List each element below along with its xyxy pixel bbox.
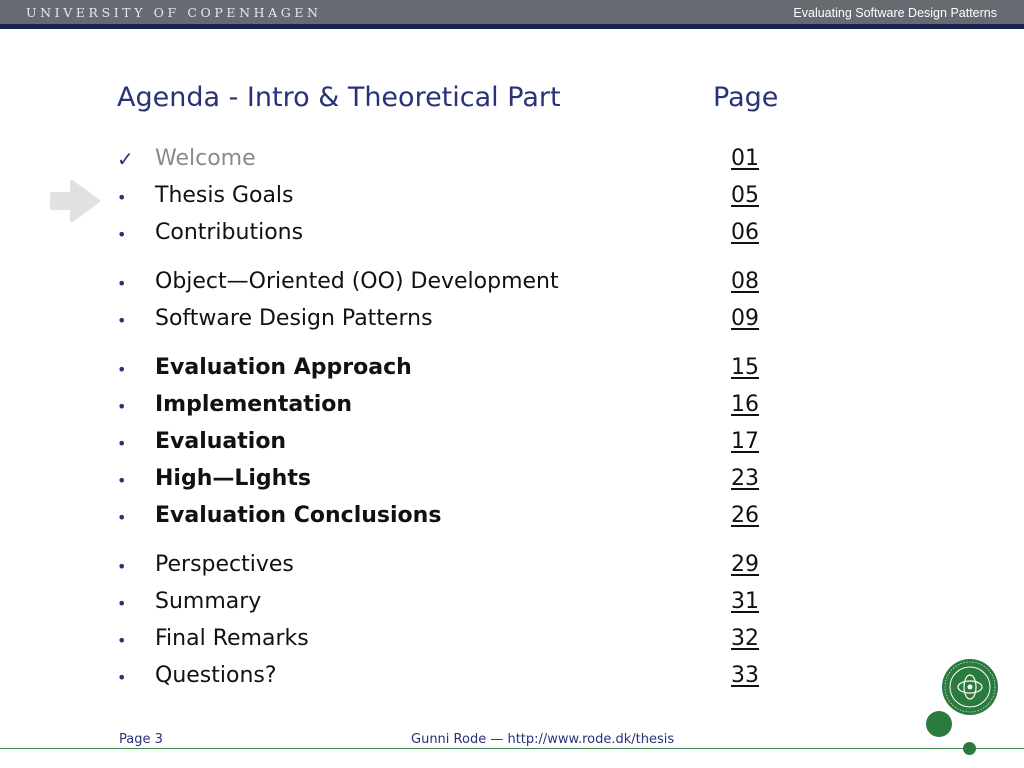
university-seal-logo [941, 658, 999, 716]
agenda-item-label: Questions? [155, 663, 277, 688]
slide-title: Agenda - Intro & Theoretical Part [117, 82, 561, 113]
agenda-item [0, 503, 800, 533]
agenda-item-label: Perspectives [155, 552, 294, 577]
check-icon: ✓ [117, 147, 134, 171]
page-link[interactable]: 09 [731, 306, 759, 331]
agenda-item [0, 626, 800, 656]
agenda-item [0, 663, 800, 693]
page-link[interactable]: 16 [731, 392, 759, 417]
page-link[interactable]: 01 [731, 146, 759, 171]
page-link[interactable]: 31 [731, 589, 759, 614]
page-link[interactable]: 05 [731, 183, 759, 208]
bullet-icon: • [117, 360, 127, 379]
agenda-item-label: Thesis Goals [155, 183, 294, 208]
page-link[interactable]: 15 [731, 355, 759, 380]
agenda-item-label: Evaluation Approach [155, 355, 412, 380]
page-link[interactable]: 29 [731, 552, 759, 577]
bullet-icon: • [117, 631, 127, 650]
footer-page-number: Page 3 [119, 732, 163, 747]
decorative-dot-large [926, 711, 952, 737]
footer-author: Gunni Rode — http://www.rode.dk/thesis [411, 732, 675, 747]
university-name: UNIVERSITY OF COPENHAGEN [26, 5, 322, 20]
agenda-item [0, 269, 800, 299]
agenda-item [0, 220, 800, 250]
bullet-icon: • [117, 471, 127, 490]
agenda-item [0, 392, 800, 422]
agenda-item-label: Object—Oriented (OO) Development [155, 269, 559, 294]
bullet-icon: • [117, 594, 127, 613]
agenda-item [0, 552, 800, 582]
presentation-title: Evaluating Software Design Patterns [793, 6, 997, 20]
page-link[interactable]: 23 [731, 466, 759, 491]
agenda-item [0, 146, 800, 176]
agenda-item [0, 355, 800, 385]
decorative-dot-small [963, 742, 976, 755]
agenda-item [0, 183, 800, 213]
agenda-item-label: Final Remarks [155, 626, 309, 651]
agenda-item-label: Evaluation [155, 429, 287, 454]
page-column-header: Page [713, 82, 779, 113]
page-link[interactable]: 33 [731, 663, 759, 688]
bullet-icon: • [117, 508, 127, 527]
bullet-icon: • [117, 225, 127, 244]
agenda-item-label: High—Lights [155, 466, 311, 491]
agenda-item-label: Software Design Patterns [155, 306, 433, 331]
bullet-icon: • [117, 668, 127, 687]
page-link[interactable]: 17 [731, 429, 759, 454]
page-link[interactable]: 32 [731, 626, 759, 651]
agenda-item-label: Evaluation Conclusions [155, 503, 442, 528]
agenda-item [0, 306, 800, 336]
agenda-item-label: Summary [155, 589, 262, 614]
agenda-item-label: Welcome [155, 146, 256, 171]
agenda-item-label: Contributions [155, 220, 304, 245]
bullet-icon: • [117, 188, 127, 207]
page-link[interactable]: 06 [731, 220, 759, 245]
bullet-icon: • [117, 397, 127, 416]
bullet-icon: • [117, 274, 127, 293]
agenda-item [0, 466, 800, 496]
agenda-item [0, 429, 800, 459]
agenda-item [0, 589, 800, 619]
bullet-icon: • [117, 434, 127, 453]
bullet-icon: • [117, 557, 127, 576]
page-link[interactable]: 26 [731, 503, 759, 528]
agenda-item-label: Implementation [155, 392, 353, 417]
footer-divider [0, 748, 1024, 749]
bullet-icon: • [117, 311, 127, 330]
page-link[interactable]: 08 [731, 269, 759, 294]
